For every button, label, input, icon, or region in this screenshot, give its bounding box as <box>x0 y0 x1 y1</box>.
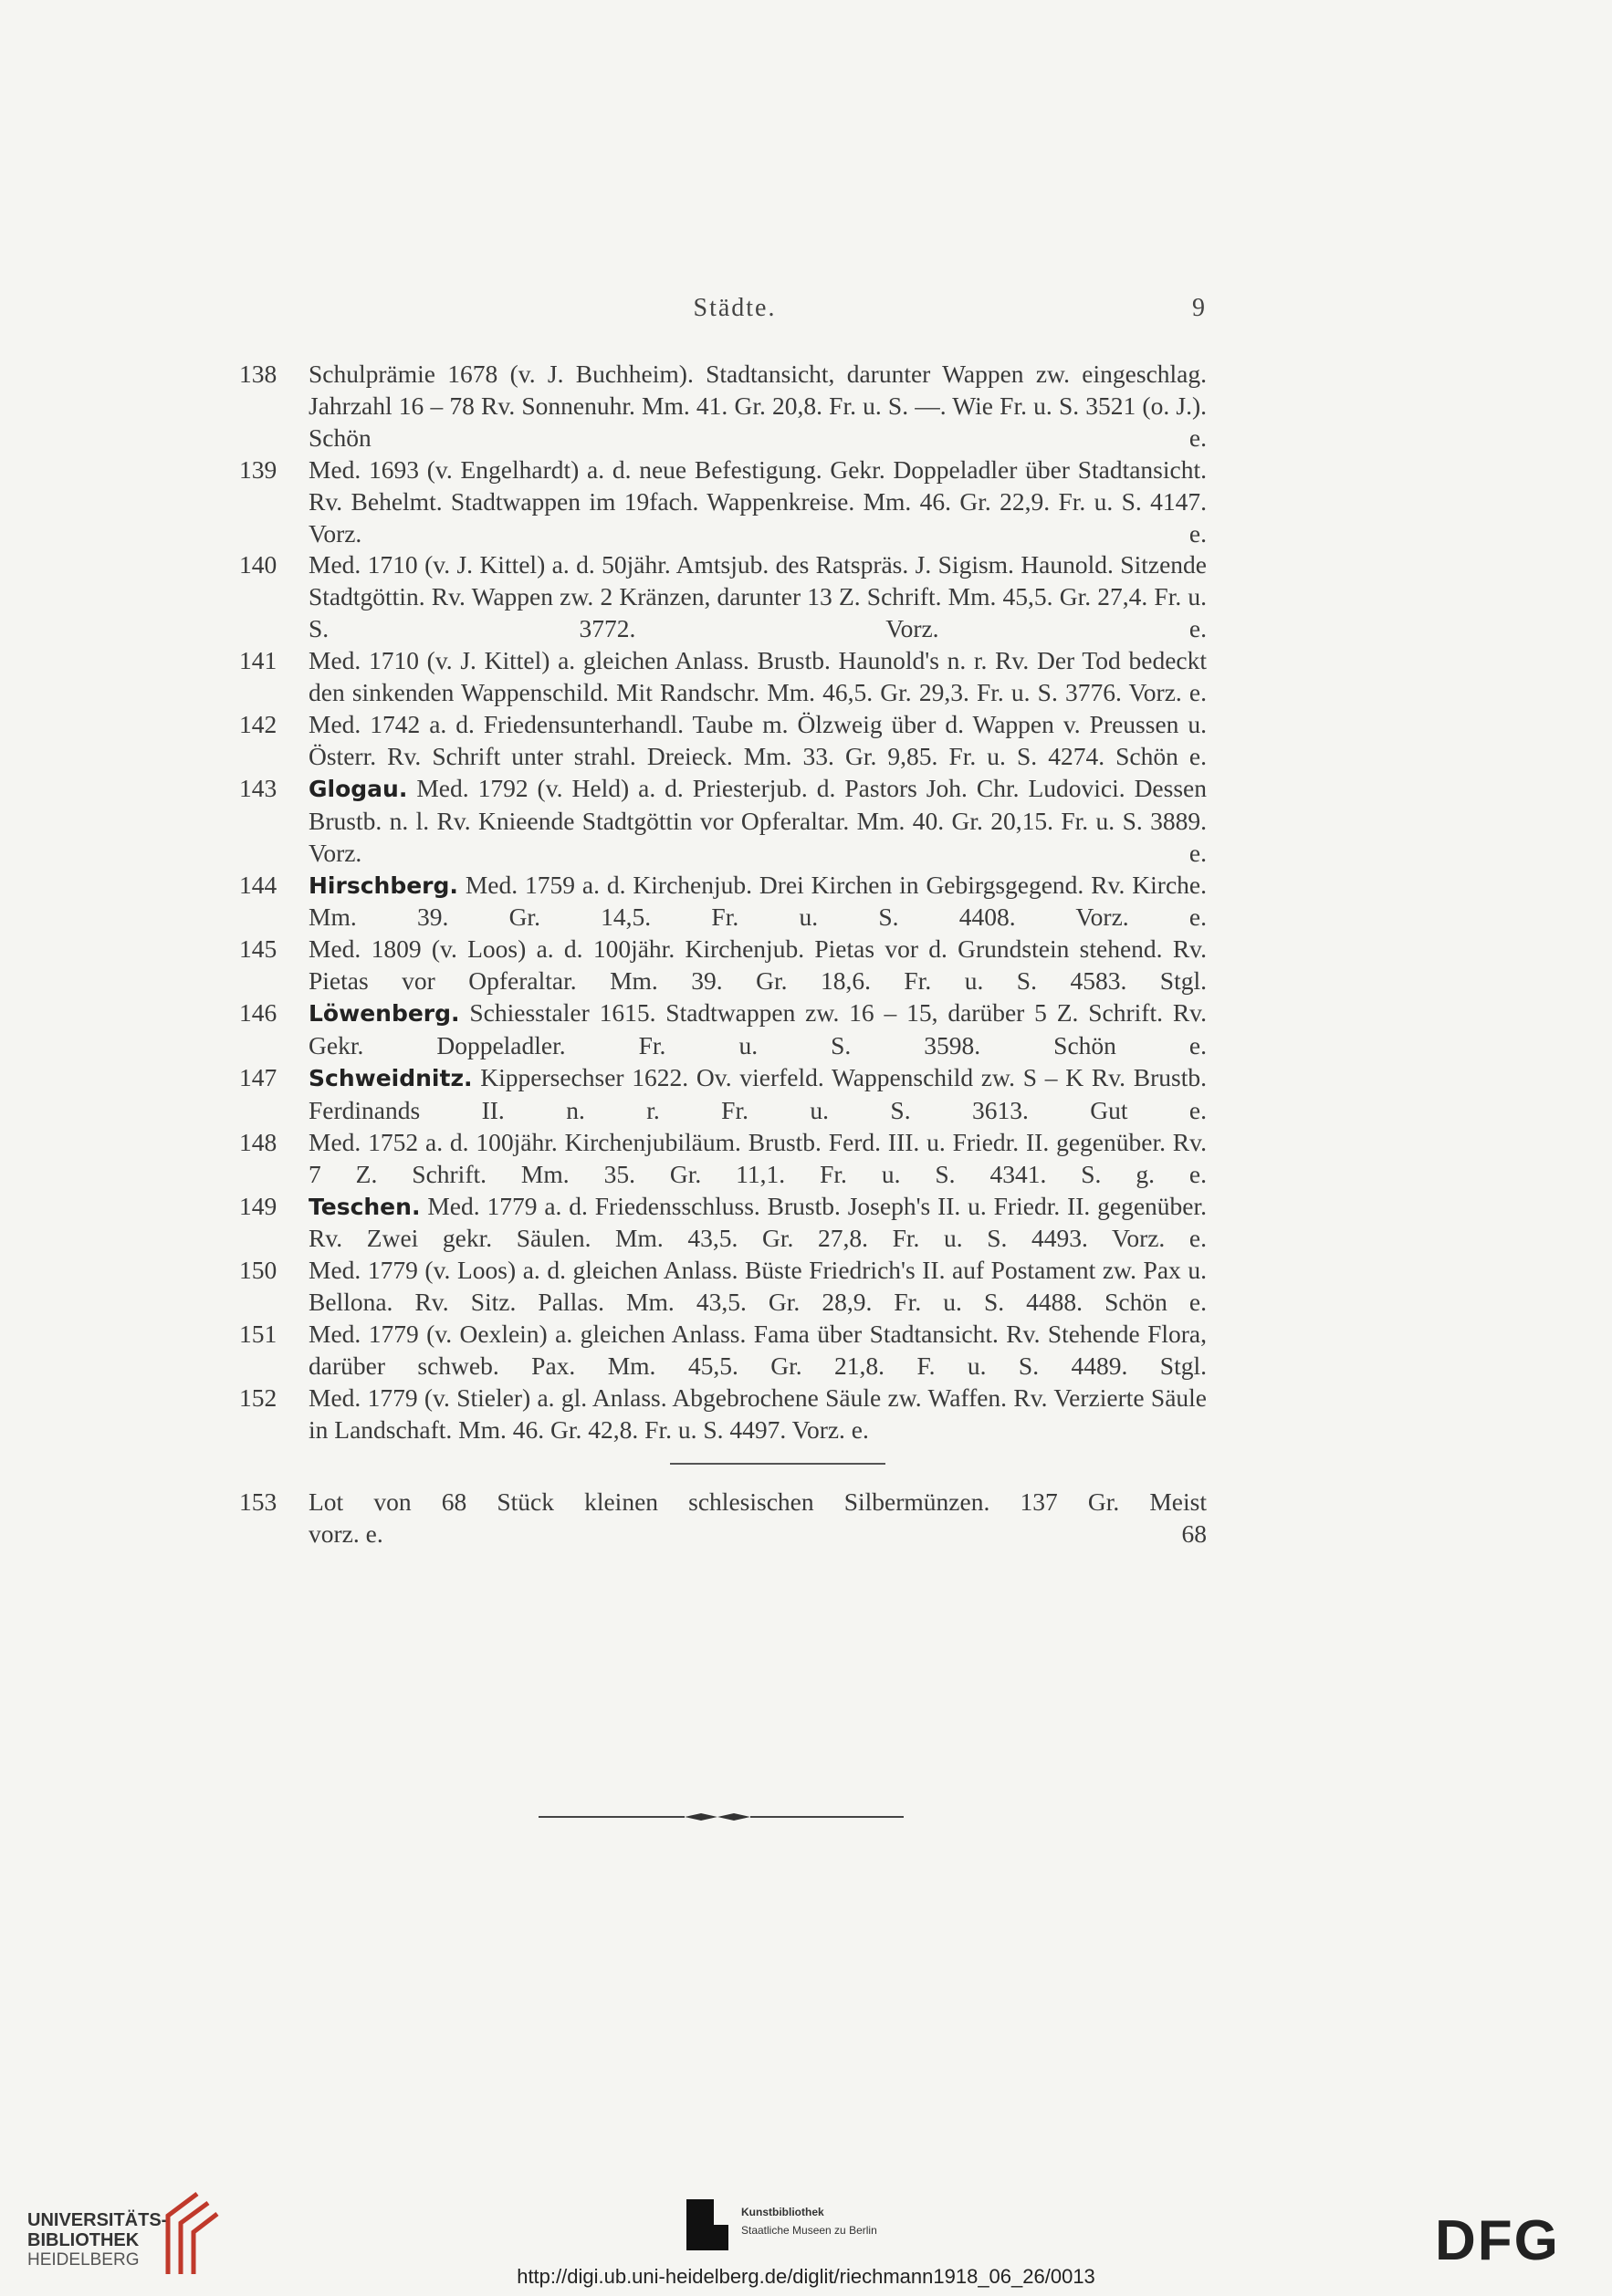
entry-number: 139 <box>239 454 277 484</box>
running-header: Städte. <box>693 294 777 322</box>
entry-text: Med. 1779 (v. Loos) a. d. gleichen Anlass. Büste Friedrich's II. auf Postament zw. Pax u. Bellona. Rv. Sitz. Pallas. Mm. 43,5. Gr. 28,9. Fr. u. S. 4488. Schön e. <box>309 1256 1207 1317</box>
catalogue-entry <box>239 1255 1207 1319</box>
entry-text: Med. 1779 (v. Stieler) a. gl. Anlass. Abgebrochene Säule zw. Waffen. Rv. Verzierte Säule in Landschaft. Mm. 46. Gr. 42,8. Fr. u. S. 4497. Vorz. e. <box>309 1383 1207 1444</box>
entry-number: 140 <box>239 550 277 579</box>
catalogue-entry <box>239 997 1207 1062</box>
lot-tail-line <box>309 1518 1207 1550</box>
entry-text: Schiesstaler 1615. Stadtwappen zw. 16 – 15, darüber 5 Z. Schrift. Rv. Gekr. Doppeladler. Fr. u. S. 3598. Schön e. <box>309 998 1208 1060</box>
kunstbibliothek-emblem-icon <box>686 2199 728 2250</box>
lot-entry <box>239 1487 1207 1550</box>
entry-number: 148 <box>239 1127 277 1156</box>
library-name-line3: HEIDELBERG <box>27 2250 140 2270</box>
entry-text: Med. 1792 (v. Held) a. d. Priesterjub. d. Pastors Joh. Chr. Ludovici. Dessen Brustb. n. l. Rv. Knieende Stadtgöttin vor Opferaltar. Mm. 40. Gr. 20,15. Fr. u. S. 3889. Vorz. e. <box>309 773 1208 867</box>
catalogue-entries <box>239 359 1207 1550</box>
entry-number: 142 <box>239 709 277 738</box>
entry-number: 143 <box>239 773 277 802</box>
city-heading: Schweidnitz. <box>309 1064 473 1091</box>
catalogue-entry <box>239 1062 1207 1127</box>
entry-text-tail: vorz. e. <box>309 1518 383 1548</box>
entry-number: 147 <box>239 1062 277 1091</box>
catalogue-entry <box>239 773 1207 870</box>
entry-text: Med. 1693 (v. Engelhardt) a. d. neue Befestigung. Gekr. Doppeladler über Stadtansicht. Rv. Behelmt. Stadtwappen im 19fach. Wappenkreise. Mm. 46. Gr. 22,9. Fr. u. S. 4147. Vorz. e. <box>309 454 1207 548</box>
entry-text: Med. 1742 a. d. Friedensunterhandl. Taube m. Ölzweig über d. Wappen v. Preussen u. Österr. Rv. Schrift unter strahl. Dreieck. Mm. 33. Gr. 9,85. Fr. u. S. 4274. Schön e. <box>309 709 1207 770</box>
kb-subname: Staatliche Museen zu Berlin <box>741 2224 877 2237</box>
entry-number: 150 <box>239 1256 277 1285</box>
entry-text: Kippersechser 1622. Ov. vierfeld. Wappenschild zw. S – K Rv. Brustb. Ferdinands II. n. r. Fr. u. S. 3613. Gut e. <box>309 1062 1207 1124</box>
catalogue-entry <box>239 359 1207 454</box>
library-name-line1: UNIVERSITÄTS- <box>27 2210 168 2230</box>
entry-number: 144 <box>239 870 277 899</box>
city-heading: Teschen. <box>309 1193 421 1220</box>
source-url[interactable]: http://digi.ub.uni-heidelberg.de/diglit/riechmann1918_06_26/0013 <box>517 2265 1095 2288</box>
entry-text: Med. 1710 (v. J. Kittel) a. d. 50jähr. Amtsjub. des Ratspräs. J. Sigism. Haunold. Sitzende Stadtgöttin. Rv. Wappen zw. 2 Kränzen, darunter 13 Z. Schrift. Mm. 45,5. Gr. 27,4. Fr. u. S. 3772. Vorz. e. <box>309 550 1207 643</box>
entry-text: Med. 1710 (v. J. Kittel) a. gleichen Anlass. Brustb. Haunold's n. r. Rv. Der Tod bedeckt den sinkenden Wappenschild. Mit Randschr. Mm. 46,5. Gr. 29,3. Fr. u. S. 3776. Vorz. e. <box>309 646 1207 707</box>
catalogue-entry <box>239 1319 1207 1383</box>
catalogue-entry <box>239 1191 1207 1256</box>
entry-text: Med. 1809 (v. Loos) a. d. 100jähr. Kirchenjub. Pietas vor d. Grundstein stehend. Rv. Pietas vor Opferaltar. Mm. 39. Gr. 18,6. Fr. u. S. 4583. Stgl. <box>309 934 1207 996</box>
catalogue-entry <box>239 454 1207 550</box>
city-heading: Löwenberg. <box>309 1000 460 1028</box>
city-heading: Hirschberg. <box>309 871 458 899</box>
entry-number: 141 <box>239 646 277 675</box>
entry-number: 153 <box>239 1487 277 1516</box>
lot-count: 68 <box>1181 1518 1207 1548</box>
entry-text: Med. 1759 a. d. Kirchenjub. Drei Kirchen in Gebirgsgegend. Rv. Kirche. Mm. 39. Gr. 14,5. Fr. u. S. 4408. Vorz. e. <box>309 870 1207 932</box>
section-divider <box>670 1463 885 1465</box>
kb-name: Kunstbibliothek <box>741 2206 824 2218</box>
entry-number: 146 <box>239 998 277 1028</box>
end-ornament <box>539 1811 904 1823</box>
entry-text: Med. 1779 a. d. Friedensschluss. Brustb. Joseph's II. u. Friedr. II. gegenüber. Rv. Zwei gekr. Säulen. Mm. 43,5. Gr. 27,8. Fr. u. S. 4493. Vorz. e. <box>309 1191 1208 1253</box>
city-heading: Glogau. <box>309 775 408 802</box>
entry-text: Schulprämie 1678 (v. J. Buchheim). Stadtansicht, darunter Wappen zw. eingeschlag. Jahrzahl 16 – 78 Rv. Sonnenuhr. Mm. 41. Gr. 20,8. Fr. u. S. —. Wie Fr. u. S. 3521 (o. J.). Schön e. <box>309 360 1207 452</box>
catalogue-entry <box>239 645 1207 709</box>
entry-text: Med. 1752 a. d. 100jähr. Kirchenjubiläum. Brustb. Ferd. III. u. Friedr. II. gegenüber. Rv. 7 Z. Schrift. Mm. 35. Gr. 11,1. Fr. u. S. 4341. S. g. e. <box>309 1127 1207 1188</box>
catalogue-entry <box>239 1383 1207 1446</box>
entry-number: 149 <box>239 1191 277 1220</box>
dfg-logo: DFG <box>1435 2209 1560 2272</box>
entry-text: Med. 1779 (v. Oexlein) a. gleichen Anlass. Fama über Stadtansicht. Rv. Stehende Flora, darüber schweb. Pax. Mm. 45,5. Gr. 21,8. F. u. S. 4489. Stgl. <box>309 1320 1207 1381</box>
entry-text: Lot von 68 Stück kleinen schlesischen Silbermünzen. 137 Gr. Meist <box>309 1487 1207 1516</box>
page-number: 9 <box>1192 294 1205 322</box>
library-name-line2: BIBLIOTHEK <box>27 2230 140 2250</box>
entry-number: 151 <box>239 1320 277 1349</box>
catalogue-entry <box>239 549 1207 645</box>
catalogue-entry <box>239 1127 1207 1191</box>
entry-number: 138 <box>239 360 277 388</box>
entry-number: 152 <box>239 1383 277 1412</box>
kunstbibliothek-logo <box>686 2199 960 2254</box>
catalogue-entry <box>239 870 1207 934</box>
entry-number: 145 <box>239 934 277 964</box>
catalogue-entry <box>239 934 1207 997</box>
catalogue-entry <box>239 709 1207 773</box>
